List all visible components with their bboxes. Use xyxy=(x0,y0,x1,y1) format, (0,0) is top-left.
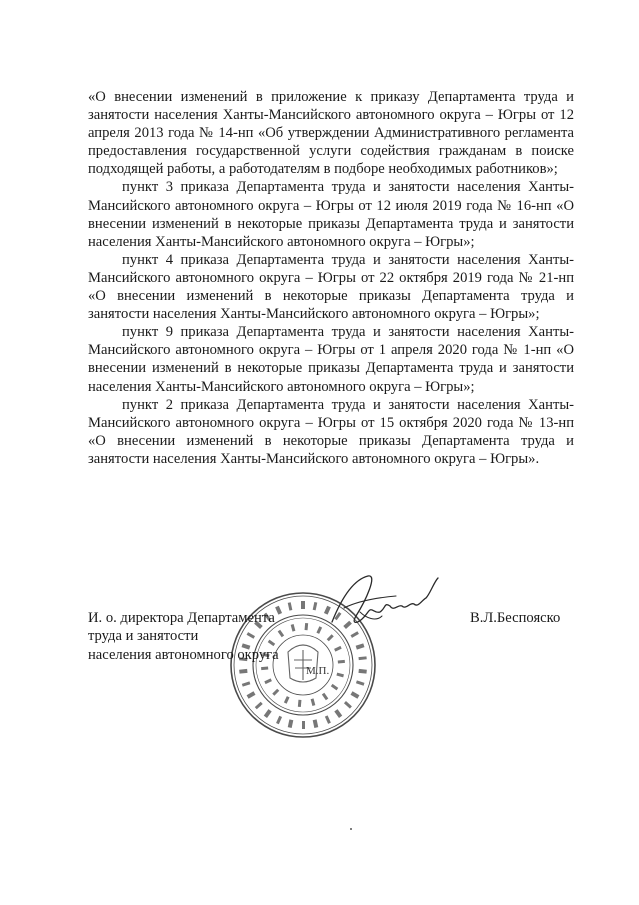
signer-name: В.Л.Беспояско xyxy=(470,610,561,626)
page-speck xyxy=(350,828,352,830)
signer-position-line-3: населения автономного округа xyxy=(88,646,279,663)
paragraph-2: пункт 3 приказа Департамента труда и занятости населения Ханты-Мансийского автономного округа – Югры от 12 июля 2019 года № 16-нп «О внесении изменений в некоторые приказы Департамента труда и занятости населения Ханты-Мансийского автономного округа – Югры»; xyxy=(88,179,574,250)
stamp-label: М.П. xyxy=(306,665,330,677)
paragraph-4: пункт 9 приказа Департамента труда и занятости населения Ханты-Мансийского автономного округа – Югры от 1 апреля 2020 года № 1-нп «О внесении изменений в некоторые приказы Департамента труда и занятости населения Ханты-Мансийского автономного округа – Югры»; xyxy=(88,324,574,395)
signer-position xyxy=(88,609,279,664)
signer-position-line-2: труда и занятости xyxy=(88,628,199,645)
document-body xyxy=(88,88,574,468)
signer-position-line-1: И. о. директора Департамента xyxy=(88,610,275,626)
paragraph-1: «О внесении изменений в приложение к приказу Департамента труда и занятости населения Ханты-Мансийского автономного округа – Югры от 12 апреля 2013 года № 14-нп «Об утверждении Административного регламента предоставления государственной услуги содействия гражданам в поиске подходящей работы, а работодателям в подборе необходимых работников»; xyxy=(88,89,574,178)
paragraph-3: пункт 4 приказа Департамента труда и занятости населения Ханты-Мансийского автономного округа – Югры от 22 октября 2019 года № 21-нп «О внесении изменений в некоторые приказы Департамента труда и занятости населения Ханты-Мансийского автономного округа – Югры»; xyxy=(88,251,574,323)
handwritten-signature xyxy=(326,572,444,634)
paragraph-5: пункт 2 приказа Департамента труда и занятости населения Ханты-Мансийского автономного округа – Югры от 15 октября 2020 года № 13-нп «О внесении изменений в некоторые приказы Департамента труда и занятости населения Ханты-Мансийского автономного округа – Югры». xyxy=(88,396,574,467)
